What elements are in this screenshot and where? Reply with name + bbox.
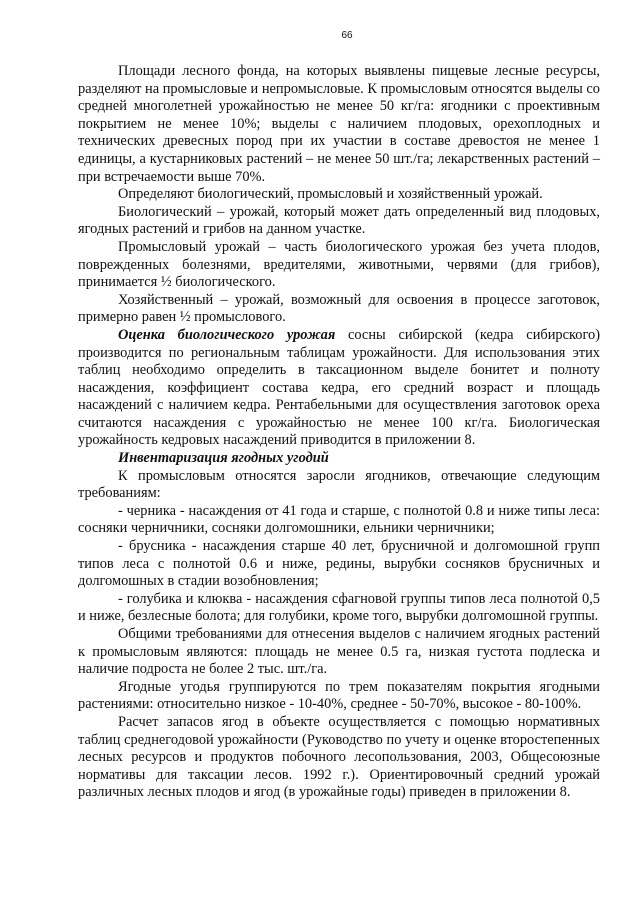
- page-number: 66: [341, 30, 353, 41]
- paragraph-estimate: [78, 327, 600, 450]
- paragraph-calculation: Расчет запасов ягод в объекте осуществляется с помощью нормативных таблиц среднегодовой урожайности (Руководство по учету и оценке второстепенных лесных ресурсов и продуктов побочного лесопользования, 2003, Общесоюзные нормативы для таксации лесов. 1992 г.). Ориентировочный средний урожай различных лесных плодов и ягод (в урожайные годы) приведен в приложении 8.: [78, 713, 600, 801]
- paragraph-resources: Площади лесного фонда, на которых выявлены пищевые лесные ресурсы, разделяют на промысловые и непромысловые. К промысловым относятся выделы со средней многолетней урожайностью не менее 50 кг/га: ягодники с проективным покрытием не менее 10%; выделы с наличием плодовых, орехоплодных и технических древесных пород при их участии в составе древостоя не менее 1 единицы, а кустарниковых растений – не менее 50 шт./га; лекарственных растений – при встречаемости выше 70%.: [78, 63, 600, 185]
- paragraph-commercial: Промысловый урожай – часть биологического урожая без учета плодов, поврежденных болезнями, вредителями, животными, червями (для грибов), принимается ½ биологического.: [78, 238, 600, 291]
- paragraph-inventory-intro: К промысловым относятся заросли ягодников, отвечающие следующим требованиям:: [78, 467, 600, 502]
- estimate-heading: Оценка биологического урожая: [118, 326, 336, 343]
- paragraph-biological: Биологический – урожай, который может дать определенный вид плодовых, ягодных растений и грибов на данном участке.: [78, 203, 600, 238]
- paragraph-yield-types: Определяют биологический, промысловый и хозяйственный урожай.: [118, 186, 543, 203]
- section-heading-inventory: Инвентаризация ягодных угодий: [118, 450, 329, 467]
- paragraph-grouping: Ягодные угодья группируются по трем показателям покрытия ягодными растениями: относительно низкое - 10-40%, среднее - 50-70%, высокое - 80-100%.: [78, 678, 600, 713]
- page-body: [78, 63, 600, 802]
- estimate-text: сосны сибирской (кедра сибирского) производится по региональным таблицам урожайности. Для использования этих таблиц необходимо определить в таксационном выделе бонитет и полноту насаждения, коэффициент состава кедра, его средний возраст и площадь насаждений с наличием кедра. Рентабельными для осуществления заготовок ореха считаются насаждения с урожайностью не менее 100 кг/га. Биологическая урожайность кедровых насаждений приводится в приложении 8.: [78, 326, 600, 449]
- list-item-lingonberry: - брусника - насаждения старше 40 лет, брусничной и долгомошной групп типов леса с полнотой 0.6 и ниже, редины, вырубки сосняков брусничных и долгомошных в стадии возобновления;: [78, 538, 600, 590]
- paragraph-economic: Хозяйственный – урожай, возможный для освоения в процессе заготовок, примерно равен ½ промыслового.: [78, 291, 600, 326]
- paragraph-requirements: Общими требованиями для отнесения выделов с наличием ягодных растений к промысловым являются: площадь не менее 0.5 га, низкая густота подлеска и наличие подроста не более 2 тыс. шт./га.: [78, 626, 600, 678]
- list-item-blueberry-cranberry: - голубика и клюква - насаждения сфагновой группы типов леса полнотой 0,5 и ниже, безлесные болота; для голубики, кроме того, вырубки долгомошной группы.: [78, 590, 600, 625]
- list-item-bilberry: - черника - насаждения от 41 года и старше, с полнотой 0.8 и ниже типы леса: сосняки черничники, сосняки долгомошники, ельники черничники;: [78, 502, 600, 537]
